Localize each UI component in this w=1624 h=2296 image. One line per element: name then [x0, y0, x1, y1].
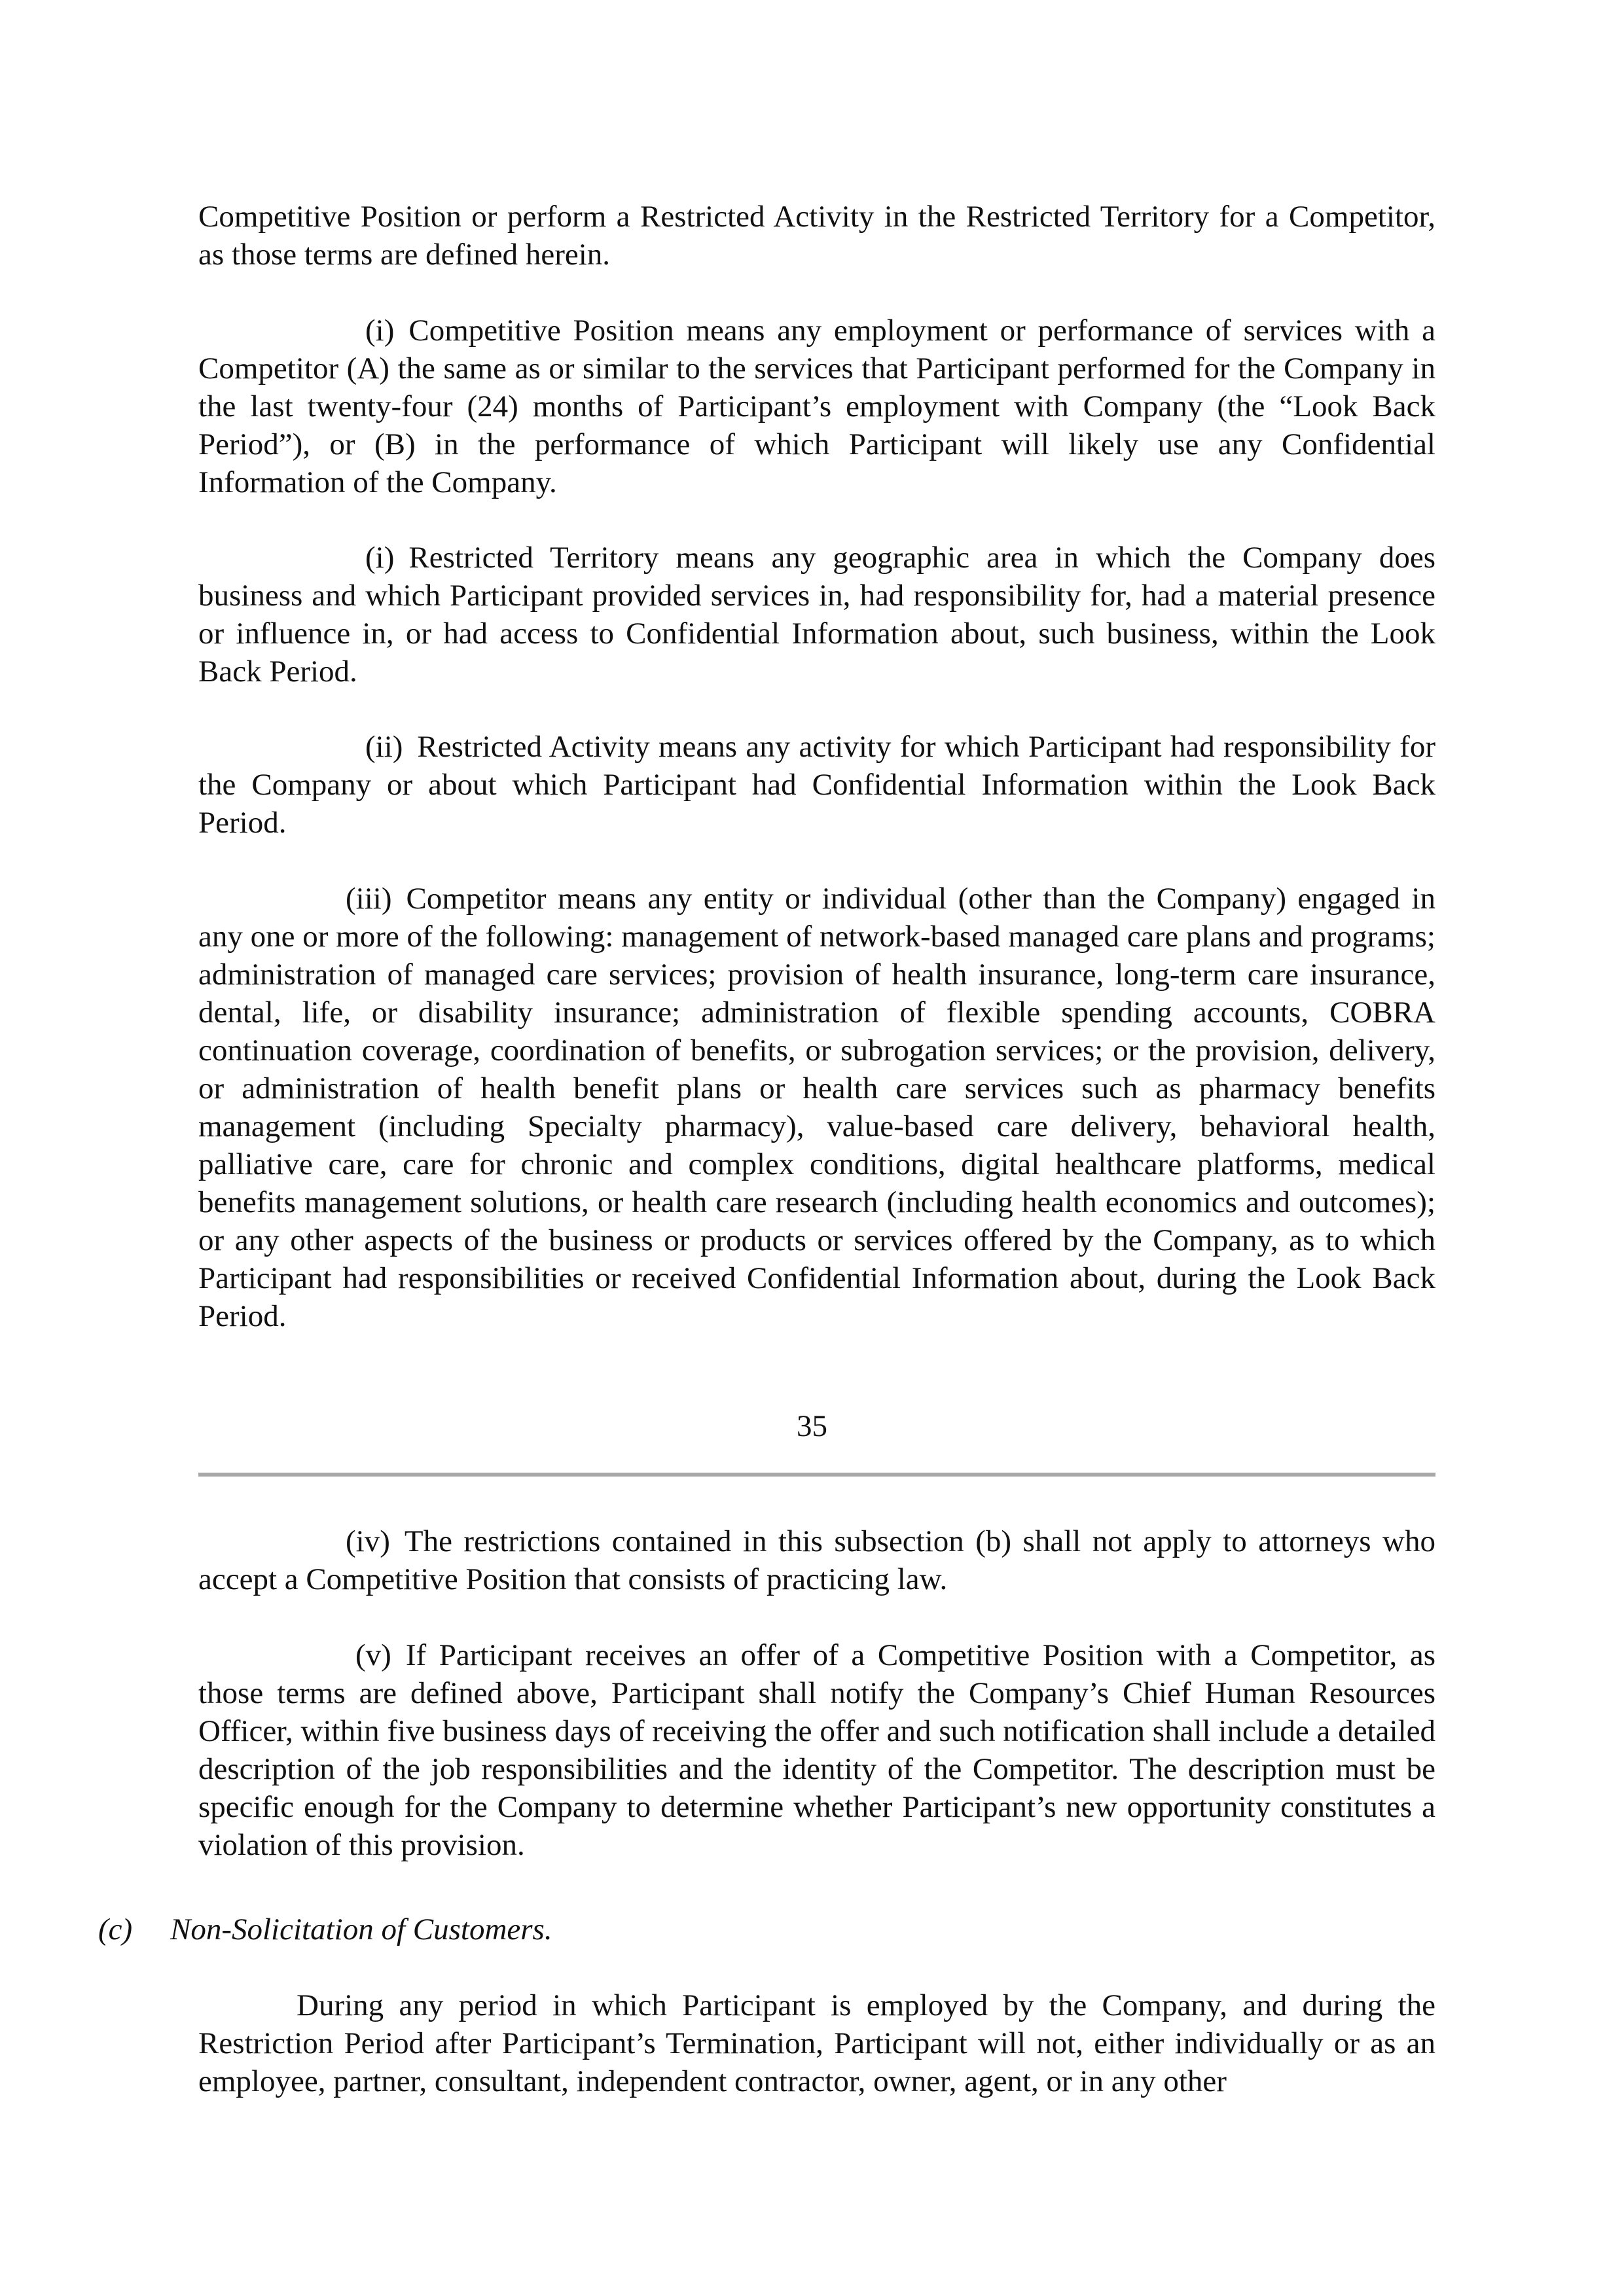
item-text: Restricted Activity means any activity for which Participant had responsibility for the Company or about which Participant had Confidential Information within the Look Back Period. — [198, 730, 1435, 840]
definition-restricted-territory — [198, 539, 1435, 691]
section-title: Non-Solicitation of Customers. — [170, 1912, 552, 1946]
section-heading — [98, 1910, 552, 1948]
item-text: If Participant receives an offer of a Competitive Position with a Competitor, as those terms are defined above, Participant shall notify the Company’s Chief Human Resources Officer, within five business days of receiving the offer and such notification shall include a detailed description of the job responsibilities and the identity of the Competitor. The description must be specific enough for the Company to determine whether Participant’s new opportunity constitutes a violation of this provision. — [198, 1638, 1435, 1862]
item-number: (v) — [355, 1638, 391, 1672]
body-paragraph: During any period in which Participant is employed by the Company, and during the Restriction Period after Participant’s Termination, Participant will not, either individually or as an employee, partner, consultant, independent contractor, owner, agent, or in any other — [198, 1988, 1435, 2098]
item-offer-notification — [198, 1636, 1435, 1864]
page-divider — [198, 1473, 1435, 1477]
item-attorneys-exception — [198, 1522, 1435, 1598]
item-number: (ii) — [365, 730, 403, 764]
item-text: The restrictions contained in this subsection (b) shall not apply to attorneys who accept a Competitive Position that consists of practicing law. — [198, 1524, 1435, 1596]
definition-competitive-position — [198, 312, 1435, 501]
section-label: (c) — [98, 1912, 133, 1946]
item-number: (iii) — [346, 882, 392, 916]
item-text: Competitive Position means any employment or performance of services with a Competitor (A) the same as or similar to the services that Participant performed for the Company in the last twenty-four (24) months of Participant’s employment with Company (the “Look Back Period”), or (B) in the performance of which Participant will likely use any Confidential Information of the Company. — [198, 314, 1435, 499]
item-number: (iv) — [346, 1524, 390, 1558]
intro-paragraph: Competitive Position or perform a Restricted Activity in the Restricted Territory for a Competitor, as those terms are defined herein. — [198, 200, 1435, 272]
page-number: 35 — [797, 1409, 827, 1443]
definition-competitor — [198, 880, 1435, 1335]
item-text: Competitor means any entity or individual (other than the Company) engaged in any one or more of the following: management of network-based managed care plans and programs; administration of managed care services; provision of health insurance, long-term care insurance, dental, life, or disability insurance; administration of flexible spending accounts, COBRA continuation coverage, coordination of benefits, or subrogation services; or the provision, delivery, or administration of health benefit plans or health care services such as pharmacy benefits management (including Specialty pharmacy), value-based care delivery, behavioral health, palliative care, care for chronic and complex conditions, digital healthcare platforms, medical benefits management solutions, or health care research (including health economics and outcomes); or any other aspects of the business or products or services offered by the Company, as to which Participant had responsibilities or received Confidential Information about, during the Look Back Period. — [198, 882, 1435, 1333]
definition-restricted-activity — [198, 728, 1435, 842]
item-text: Restricted Territory means any geographic area in which the Company does business and which Participant provided services in, had responsibility for, had a material presence or influence in, or had access to Confidential Information about, such business, within the Look Back Period. — [198, 541, 1435, 689]
item-number: (i) — [365, 314, 395, 348]
item-number: (i) — [365, 541, 395, 575]
